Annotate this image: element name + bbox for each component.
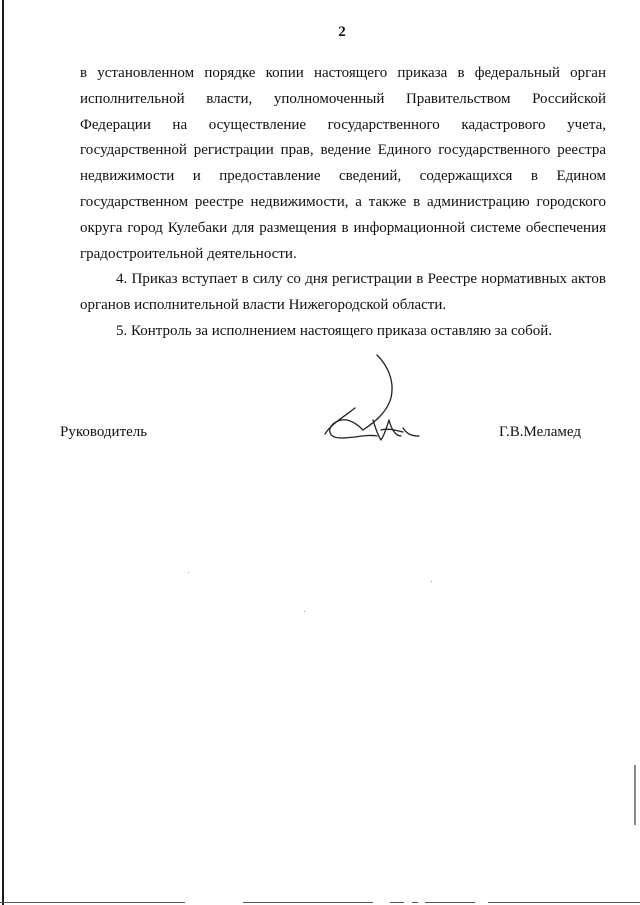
paragraph-4-line: органов исполнительной власти Нижегородской области. [80,297,447,314]
scan-page-edge-right [634,765,636,825]
text-line: градостроительной деятельности. [80,245,297,262]
text-line: недвижимости и предоставление сведений, содержащихся в Едином [80,168,606,185]
scan-page-edge-left [2,0,4,905]
document-body [80,61,606,345]
text-line: государственном реестре недвижимости, а также в администрацию городского [80,193,606,210]
scan-artifact [431,581,432,582]
signer-name: Г.В.Меламед [499,424,582,440]
paragraph-5: 5. Контроль за исполнением настоящего приказа оставляю за собой. [116,322,553,339]
text-line: в установленном порядке копии настоящего приказа в федеральный орган [80,65,606,81]
signer-position: Руководитель [60,424,148,440]
paragraph-4-line: 4. Приказ вступает в силу со дня регистрации в Реестре нормативных актов [116,271,606,288]
text-line: округа город Кулебаки для размещения в информационной системе обеспечения [80,219,606,236]
scan-bottom-edge [0,902,640,904]
text-line: государственной регистрации прав, ведение Единого государственного реестра [80,142,606,159]
text-line: Федерации на осуществление государственного кадастрового учета, [80,116,606,133]
page-number: 2 [338,24,346,40]
signature-row [0,424,640,444]
text-line: исполнительной власти, уполномоченный Правительством Российской [80,90,606,107]
scan-artifact [188,572,189,573]
scan-artifact [304,611,305,612]
